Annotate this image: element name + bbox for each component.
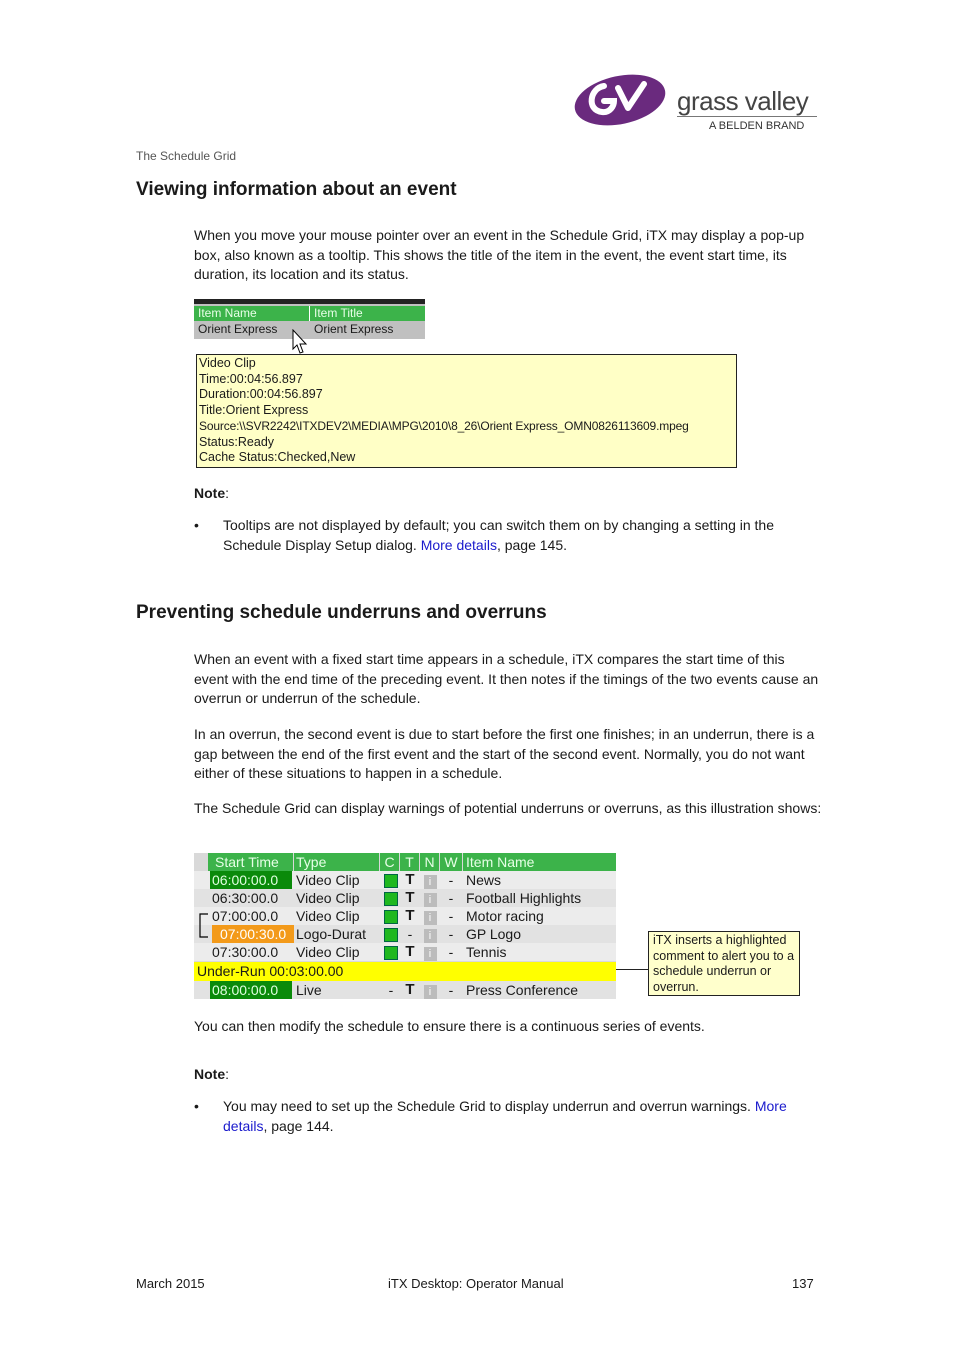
- check-icon: [382, 889, 400, 907]
- cell-t: T: [405, 907, 415, 924]
- overlap-bracket-icon: [198, 913, 210, 939]
- cell-t: T: [405, 871, 415, 888]
- info-icon: i: [420, 981, 440, 999]
- paragraph: You can then modify the schedule to ensure there is a continuous series of events.: [194, 1018, 705, 1034]
- bullet-text-tail: , page 145.: [496, 536, 568, 553]
- table-row[interactable]: [194, 889, 616, 907]
- logo-tagline: A BELDEN BRAND: [709, 120, 805, 132]
- check-icon: [382, 925, 400, 943]
- table-row[interactable]: [194, 907, 616, 925]
- cell-start-time: 06:30:00.0: [212, 890, 279, 906]
- check-icon: [382, 943, 400, 961]
- check-icon: [382, 871, 400, 889]
- bullet-text-tail: , page 144.: [263, 1117, 334, 1134]
- cell-item-name: Orient Express: [198, 322, 278, 336]
- column-header-t: T: [400, 853, 419, 871]
- tooltip-line: Cache Status:Checked,New: [199, 450, 356, 465]
- more-details-link[interactable]: More details: [420, 536, 497, 553]
- cell-t: T: [405, 943, 415, 960]
- column-header-item-title: Item Title: [314, 306, 363, 320]
- item-table-figure: [194, 299, 425, 339]
- info-icon: i: [420, 871, 440, 889]
- cell-w: -: [448, 890, 454, 906]
- underrun-text: Under-Run 00:03:00.00: [197, 963, 344, 979]
- callout-connector: [616, 969, 648, 970]
- tooltip-line: Time:00:04:56.897: [199, 371, 303, 386]
- column-header-item-name: Item Name: [198, 306, 257, 320]
- note-bullet: [194, 516, 822, 555]
- tooltip-line: Video Clip: [199, 356, 256, 370]
- paragraph: When an event with a fixed start time appears in a schedule, iTX compares the start time of this event with the end time of the preceding event. It then notes if the timings of the two events cause an overrun or underrun of the schedule.: [194, 651, 819, 706]
- cell-t: T: [405, 981, 415, 998]
- paragraph: The Schedule Grid can display warnings of potential underruns or overruns, as this illustration shows:: [194, 800, 822, 816]
- cell-start-time: 07:00:30.0: [212, 925, 294, 943]
- check-icon: [382, 907, 400, 925]
- cell-item-name: Tennis: [466, 944, 507, 960]
- gv-logo-icon: [574, 72, 674, 128]
- footer-page-number: 137: [792, 1276, 814, 1291]
- info-icon: i: [420, 943, 440, 961]
- section-title-underruns: Preventing schedule underruns and overruns: [136, 602, 547, 623]
- info-icon: i: [420, 889, 440, 907]
- item-table-header: [194, 306, 425, 321]
- logo-wordmark: grass valley: [677, 86, 809, 116]
- cell-w: -: [448, 908, 454, 924]
- column-header-type: Type: [294, 853, 379, 871]
- table-row[interactable]: [194, 871, 616, 889]
- grass-valley-logo: [574, 72, 824, 134]
- table-row[interactable]: [194, 925, 616, 943]
- cell-w: -: [448, 872, 454, 888]
- cell-type: Logo-Durat: [296, 926, 367, 942]
- cell-item-name: GP Logo: [466, 926, 522, 942]
- column-header-start-time: Start Time: [208, 853, 293, 871]
- cell-c: -: [388, 982, 394, 998]
- cell-start-time: 07:30:00.0: [212, 944, 279, 960]
- bullet-icon: •: [194, 517, 199, 533]
- logo-divider: [677, 116, 817, 117]
- schedule-grid-figure: [194, 853, 616, 999]
- column-header-w: W: [440, 853, 462, 871]
- cell-item-title: Orient Express: [314, 322, 394, 336]
- tooltip-popup: [196, 354, 737, 468]
- cell-item-name: Football Highlights: [466, 890, 582, 906]
- cell-type: Video Clip: [296, 908, 360, 924]
- info-icon: i: [420, 907, 440, 925]
- column-header-c: C: [380, 853, 399, 871]
- mouse-pointer-icon: [292, 329, 308, 355]
- cell-type: Video Clip: [296, 872, 360, 888]
- tooltip-line: Title:Orient Express: [199, 403, 309, 418]
- column-header-n: N: [420, 853, 439, 871]
- cell-t: -: [407, 926, 413, 942]
- section-title-viewing-info: Viewing information about an event: [136, 179, 457, 200]
- table-row[interactable]: [194, 943, 616, 961]
- footer-date: March 2015: [136, 1276, 205, 1291]
- cell-start-time: 07:00:00.0: [212, 908, 279, 924]
- paragraph: When you move your mouse pointer over an event in the Schedule Grid, iTX may display a pop-up box, also known as a tooltip. This shows the title of the item in the event, the event start time, its duration, its location and its status.: [194, 227, 805, 282]
- underrun-warning-row[interactable]: [194, 962, 616, 981]
- more-details-link[interactable]: More details: [223, 1098, 787, 1134]
- cell-start-time: 06:00:00.0: [210, 871, 292, 889]
- note-label: Note:: [194, 485, 230, 501]
- section-header: The Schedule Grid: [136, 149, 237, 163]
- callout-box: iTX inserts a highlighted comment to alert you to a schedule underrun or overrun.: [648, 931, 800, 996]
- column-header-item-name: Item Name: [463, 853, 616, 871]
- table-row[interactable]: [194, 981, 616, 999]
- tooltip-line: Duration:00:04:56.897: [199, 387, 323, 402]
- paragraph: In an overrun, the second event is due to start before the first one finishes; in an underrun, there is a gap between the end of the first event and the start of the second event. Normally, you do not want either of these situations to happen in a schedule.: [194, 726, 815, 781]
- cell-w: -: [448, 982, 454, 998]
- cell-type: Video Clip: [296, 890, 360, 906]
- cell-start-time: 08:00:00.0: [210, 981, 292, 999]
- tooltip-line: Source:\\SVR2242\ITXDEV2\MEDIA\MPG\2010\8_26\Orient Express_OMN0826113609.mpeg: [199, 418, 689, 433]
- note-bullet: [194, 1097, 822, 1136]
- footer-title: iTX Desktop: Operator Manual: [388, 1276, 564, 1291]
- cell-item-name: News: [466, 872, 502, 888]
- cell-w: -: [448, 944, 454, 960]
- grid-header-row: [194, 853, 616, 871]
- cell-type: Video Clip: [296, 944, 360, 960]
- cell-item-name: Motor racing: [466, 908, 544, 924]
- tooltip-line: Status:Ready: [199, 434, 275, 449]
- note-label: Note:: [194, 1066, 230, 1082]
- cell-type: Live: [296, 982, 322, 998]
- cell-w: -: [448, 926, 454, 942]
- cell-item-name: Press Conference: [466, 982, 579, 998]
- info-icon: i: [420, 925, 440, 943]
- bullet-text: You may need to set up the Schedule Grid to display underrun and overrun warnings.: [223, 1098, 751, 1114]
- cell-t: T: [405, 889, 415, 906]
- bullet-text: Tooltips are not displayed by default; you can switch them on by changing a setting in the Schedule Display Setup dialog.: [223, 517, 775, 553]
- bullet-icon: •: [194, 1098, 199, 1114]
